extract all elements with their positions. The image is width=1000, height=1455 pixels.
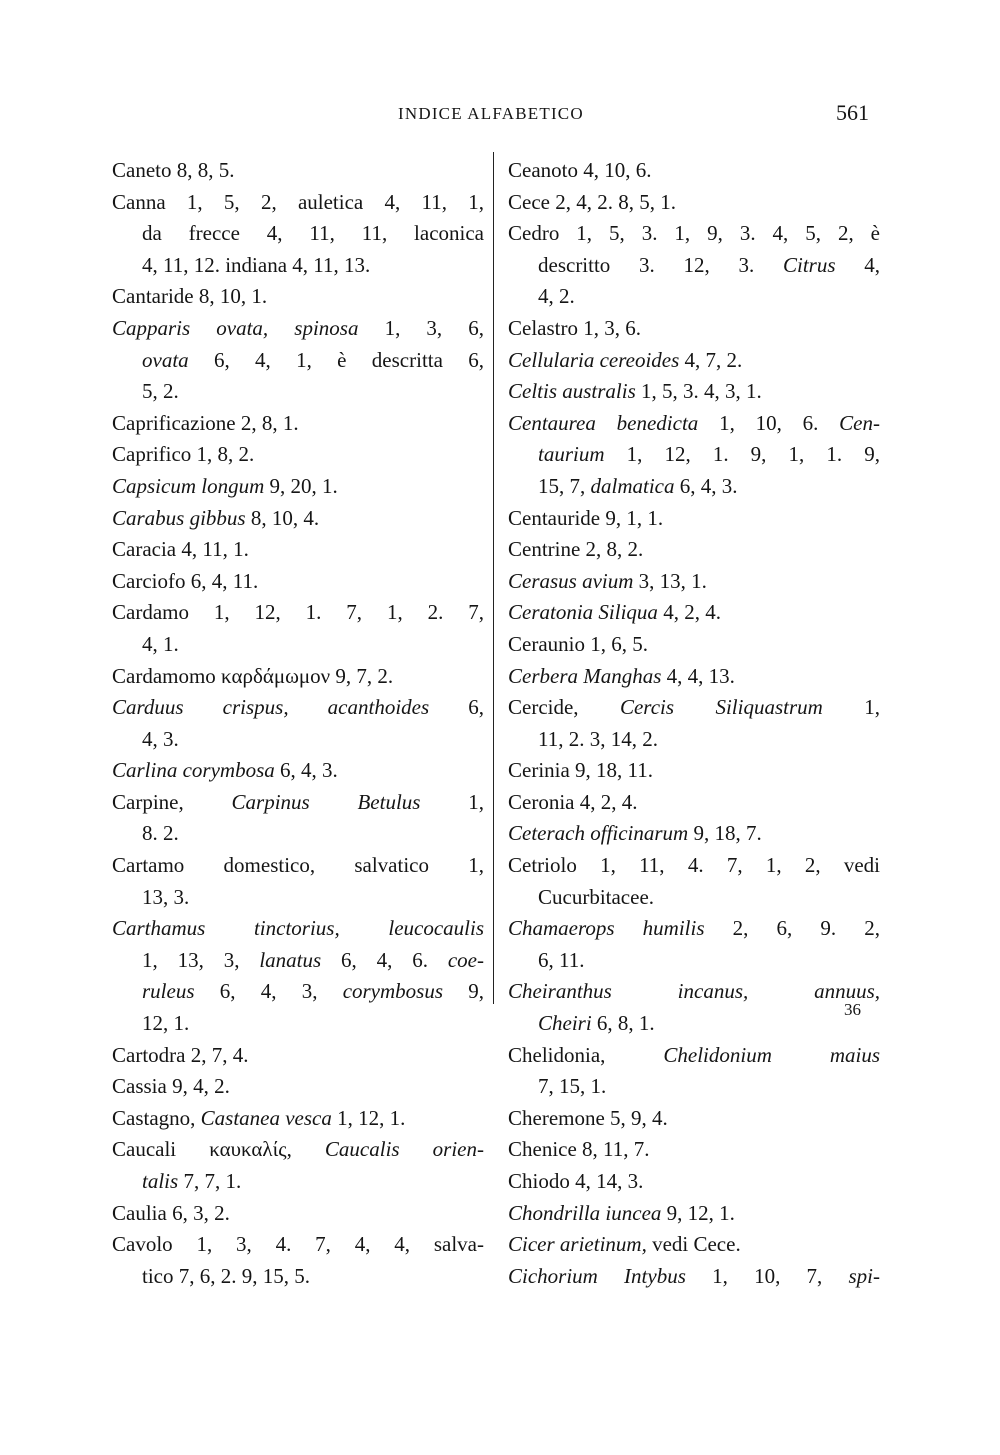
- index-entry: [112, 850, 484, 882]
- entry-text: Canna 1, 5, 2, auletica 4, 11, 1,: [112, 189, 484, 214]
- index-entry-continuation: [112, 945, 484, 977]
- entry-text: 4, 1.: [142, 631, 179, 656]
- index-entry: [112, 155, 484, 187]
- entry-text: Ceraunio 1, 6, 5.: [508, 631, 648, 656]
- entry-text: 4, 2.: [538, 284, 575, 309]
- latin-name-text: Carduus crispus, acanthoides: [112, 695, 430, 720]
- entry-text: 6, 11.: [538, 947, 585, 972]
- entry-text: 4, 11, 12. indiana 4, 11, 13.: [142, 252, 371, 277]
- index-entry: [508, 1198, 880, 1230]
- index-entry: [508, 218, 880, 250]
- entry-text: Cartamo domestico, salvatico 1,: [112, 853, 484, 878]
- entry-text: 9, 12, 1.: [661, 1200, 735, 1225]
- index-entry: [112, 755, 484, 787]
- running-header: [0, 100, 1000, 130]
- entry-text: 9,: [443, 979, 484, 1004]
- entry-text: 6,: [429, 695, 484, 720]
- entry-text: Cantaride 8, 10, 1.: [112, 284, 268, 309]
- index-entry-continuation: [112, 629, 484, 661]
- entry-text: 6, 4, 3.: [274, 758, 338, 783]
- index-column-left: [112, 155, 484, 1292]
- index-entry: [508, 376, 880, 408]
- index-entry: [508, 187, 880, 219]
- index-entry: [508, 818, 880, 850]
- entry-text: Cavolo 1, 3, 4. 7, 4, 4, salva-: [112, 1232, 484, 1257]
- entry-text: Castagno,: [112, 1105, 201, 1130]
- index-entry-continuation: [508, 250, 880, 282]
- index-entry: [112, 692, 484, 724]
- entry-text: 15, 7,: [538, 473, 591, 498]
- entry-text: Cerinia 9, 18, 11.: [508, 758, 654, 783]
- entry-text: Caneto 8, 8, 5.: [112, 158, 235, 182]
- entry-text: Cassia 9, 4, 2.: [112, 1074, 230, 1099]
- index-entry: [508, 566, 880, 598]
- index-entry: [112, 439, 484, 471]
- entry-text: tico 7, 6, 2. 9, 15, 5.: [142, 1263, 310, 1288]
- index-entry: [508, 313, 880, 345]
- latin-name-text: dalmatica: [590, 473, 675, 498]
- entry-text: Ceronia 4, 2, 4.: [508, 789, 638, 814]
- latin-name-text: Cichorium Intybus: [508, 1263, 686, 1288]
- entry-text: 13, 3.: [142, 884, 190, 909]
- index-entry-continuation: [508, 882, 880, 914]
- latin-name-text: Carabus gibbus: [112, 505, 246, 530]
- latin-name-text: Chamaerops humilis: [508, 916, 705, 941]
- index-entry-continuation: [508, 471, 880, 503]
- entry-text: 5, 2.: [142, 379, 179, 404]
- index-entry: [112, 503, 484, 535]
- entry-text: 4, 2, 4.: [657, 600, 721, 625]
- index-entry: [112, 1103, 484, 1135]
- index-entry-continuation: [508, 1008, 880, 1040]
- latin-name-text: Cerbera Manghas: [508, 663, 662, 688]
- entry-text: Cece 2, 4, 2. 8, 5, 1.: [508, 189, 676, 214]
- latin-name-text: Castanea vesca: [200, 1105, 332, 1130]
- entry-text: 8, 10, 4.: [245, 505, 320, 530]
- index-entry: [508, 408, 880, 440]
- entry-text: 1, 5, 3. 4, 3, 1.: [635, 379, 762, 404]
- index-entry: [112, 313, 484, 345]
- latin-name-text: Chondrilla iuncea: [508, 1200, 662, 1225]
- index-entry-continuation: [112, 376, 484, 408]
- entry-text: descritto 3. 12, 3.: [538, 252, 783, 277]
- running-title: INDICE ALFABETICO: [398, 104, 584, 123]
- index-entry: [508, 345, 880, 377]
- index-entry-continuation: [508, 945, 880, 977]
- entry-text: Cardamomo καρδάμωμον 9, 7, 2.: [112, 663, 394, 688]
- latin-name-text: ovata: [142, 347, 189, 372]
- entry-text: Celastro 1, 3, 6.: [508, 315, 641, 340]
- entry-text: Chelidonia,: [508, 1042, 664, 1067]
- index-entry: [112, 913, 484, 945]
- entry-text: 6, 4, 3.: [674, 473, 738, 498]
- entry-text: 6, 4, 6.: [321, 947, 448, 972]
- index-entry-continuation: [508, 724, 880, 756]
- index-entry: [112, 408, 484, 440]
- entry-text: Centrine 2, 8, 2.: [508, 537, 644, 562]
- entry-text: Carpine,: [112, 789, 232, 814]
- index-entry-continuation: [112, 1261, 484, 1293]
- entry-text: Caprifico 1, 8, 2.: [112, 442, 255, 467]
- index-entry-continuation: [508, 1071, 880, 1103]
- index-entry: [112, 1071, 484, 1103]
- entry-text: da frecce 4, 11, 11, laconica: [142, 221, 484, 246]
- index-entry: [508, 1134, 880, 1166]
- entry-text: 3, 13, 1.: [633, 568, 707, 593]
- entry-text: Cardamo 1, 12, 1. 7, 1, 2. 7,: [112, 600, 484, 625]
- entry-text: Caucali καυκαλίς,: [112, 1137, 325, 1162]
- latin-name-text: Carlina corymbosa: [112, 758, 275, 783]
- index-entry: [508, 976, 880, 1008]
- entry-text: Chenice 8, 11, 7.: [508, 1137, 650, 1162]
- index-entry: [112, 1134, 484, 1166]
- index-entry: [508, 1166, 880, 1198]
- entry-text: 9, 20, 1.: [264, 473, 338, 498]
- latin-name-text: Cheiranthus incanus, annuus,: [508, 979, 880, 1004]
- entry-text: Cetriolo 1, 11, 4. 7, 1, 2, vedi: [508, 853, 880, 878]
- latin-name-text: Celtis australis: [508, 379, 636, 404]
- entry-text: 1, 3, 6,: [358, 315, 484, 340]
- entry-text: 6, 4, 1, è descritta 6,: [188, 347, 484, 372]
- entry-text: Centauride 9, 1, 1.: [508, 505, 664, 530]
- index-entry: [508, 1261, 880, 1293]
- index-entry: [508, 503, 880, 535]
- index-entry: [508, 629, 880, 661]
- entry-text: Caprificazione 2, 8, 1.: [112, 410, 299, 435]
- latin-name-text: talis: [142, 1169, 179, 1193]
- index-entry-continuation: [112, 345, 484, 377]
- latin-name-text: Centaurea benedicta: [508, 410, 699, 435]
- index-entry: [508, 1103, 880, 1135]
- entry-text: 1,: [822, 695, 880, 720]
- index-entry-continuation: [112, 724, 484, 756]
- latin-name-text: corymbosus: [342, 979, 444, 1004]
- entry-text: 6, 4, 3,: [194, 979, 343, 1004]
- index-entry-continuation: [112, 1008, 484, 1040]
- index-entry-continuation: [508, 281, 880, 313]
- entry-text: 1, 10, 7,: [685, 1263, 849, 1288]
- latin-name-text: Cheiri: [538, 1011, 592, 1036]
- index-entry: [112, 1198, 484, 1230]
- index-entry-continuation: [112, 882, 484, 914]
- latin-name-text: Ceratonia Siliqua: [508, 600, 658, 625]
- index-entry: [508, 155, 880, 187]
- index-entry: [112, 1229, 484, 1261]
- entry-text: 1, 13, 3,: [142, 947, 260, 972]
- index-entry-continuation: [112, 976, 484, 1008]
- index-entry: [508, 1040, 880, 1072]
- latin-name-text: ruleus: [142, 979, 195, 1004]
- index-entry: [508, 850, 880, 882]
- page-number: 561: [836, 100, 869, 125]
- index-entry: [112, 787, 484, 819]
- latin-name-text: Cercis Siliquastrum: [619, 695, 823, 720]
- entry-text: 1, 12, 1.: [331, 1105, 406, 1130]
- index-entry: [112, 566, 484, 598]
- latin-name-text: Cen-: [839, 410, 880, 435]
- entry-text: 4, 4, 13.: [661, 663, 735, 688]
- latin-name-text: Cellularia cereoides: [508, 347, 680, 372]
- latin-name-text: Chelidonium maius: [663, 1042, 880, 1067]
- index-entry-continuation: [112, 818, 484, 850]
- entry-text: Ceanoto 4, 10, 6.: [508, 158, 652, 182]
- index-entry: [508, 661, 880, 693]
- signature-mark: 36: [844, 1000, 861, 1019]
- entry-text: 9, 18, 7.: [688, 821, 762, 846]
- latin-name-text: coe-: [447, 947, 484, 972]
- entry-text: Cheremone 5, 9, 4.: [508, 1105, 668, 1130]
- entry-text: 2, 6, 9. 2,: [704, 916, 880, 941]
- latin-name-text: Caucalis orien-: [324, 1137, 484, 1162]
- entry-text: 7, 7, 1.: [178, 1169, 242, 1193]
- entry-text: 7, 15, 1.: [538, 1074, 607, 1099]
- entry-text: Chiodo 4, 14, 3.: [508, 1169, 644, 1193]
- latin-name-text: Ceterach officinarum: [508, 821, 689, 846]
- latin-name-text: spi-: [848, 1263, 880, 1288]
- entry-text: 11, 2. 3, 14, 2.: [538, 726, 658, 751]
- entry-text: Cercide,: [508, 695, 620, 720]
- index-entry: [112, 534, 484, 566]
- entry-text: 4, 3.: [142, 726, 179, 751]
- latin-name-text: Capparis ovata, spinosa: [112, 315, 359, 340]
- entry-text: 1, 12, 1. 9, 1, 1. 9,: [604, 442, 880, 467]
- latin-name-text: Citrus: [783, 252, 836, 277]
- index-entry: [112, 597, 484, 629]
- latin-name-text: lanatus: [259, 947, 322, 972]
- entry-text: vedi Cece.: [646, 1232, 741, 1257]
- entry-text: Cucurbitacee.: [538, 884, 655, 909]
- index-entry-continuation: [112, 218, 484, 250]
- index-entry: [508, 534, 880, 566]
- entry-text: 12, 1.: [142, 1011, 190, 1036]
- index-entry: [508, 1229, 880, 1261]
- index-entry-continuation: [508, 439, 880, 471]
- entry-text: Caracia 4, 11, 1.: [112, 537, 249, 562]
- latin-name-text: Cicer arietinum,: [508, 1232, 647, 1257]
- entry-text: 1,: [420, 789, 484, 814]
- latin-name-text: Capsicum longum: [112, 473, 265, 498]
- entry-text: Carciofo 6, 4, 11.: [112, 568, 259, 593]
- entry-text: 4, 7, 2.: [679, 347, 743, 372]
- entry-text: Caulia 6, 3, 2.: [112, 1200, 230, 1225]
- index-entry: [508, 755, 880, 787]
- index-entry-continuation: [112, 1166, 484, 1198]
- index-entry: [112, 281, 484, 313]
- index-entry: [508, 597, 880, 629]
- latin-name-text: Carthamus tinctorius, leucocaulis: [112, 916, 484, 941]
- index-column-right: [508, 155, 880, 1292]
- latin-name-text: taurium: [538, 442, 605, 467]
- index-entry: [112, 187, 484, 219]
- index-entry: [508, 787, 880, 819]
- latin-name-text: Cerasus avium: [508, 568, 634, 593]
- entry-text: 8. 2.: [142, 821, 179, 846]
- index-entry: [112, 1040, 484, 1072]
- index-entry-continuation: [112, 250, 484, 282]
- entry-text: Cedro 1, 5, 3. 1, 9, 3. 4, 5, 2, è: [508, 221, 880, 246]
- entry-text: 4,: [835, 252, 880, 277]
- index-entry: [508, 913, 880, 945]
- entry-text: 1, 10, 6.: [698, 410, 840, 435]
- index-entry: [112, 471, 484, 503]
- index-entry: [112, 661, 484, 693]
- entry-text: Cartodra 2, 7, 4.: [112, 1042, 249, 1067]
- latin-name-text: Carpinus Betulus: [231, 789, 421, 814]
- column-divider: [493, 152, 494, 1004]
- entry-text: 6, 8, 1.: [591, 1011, 655, 1036]
- index-entry: [508, 692, 880, 724]
